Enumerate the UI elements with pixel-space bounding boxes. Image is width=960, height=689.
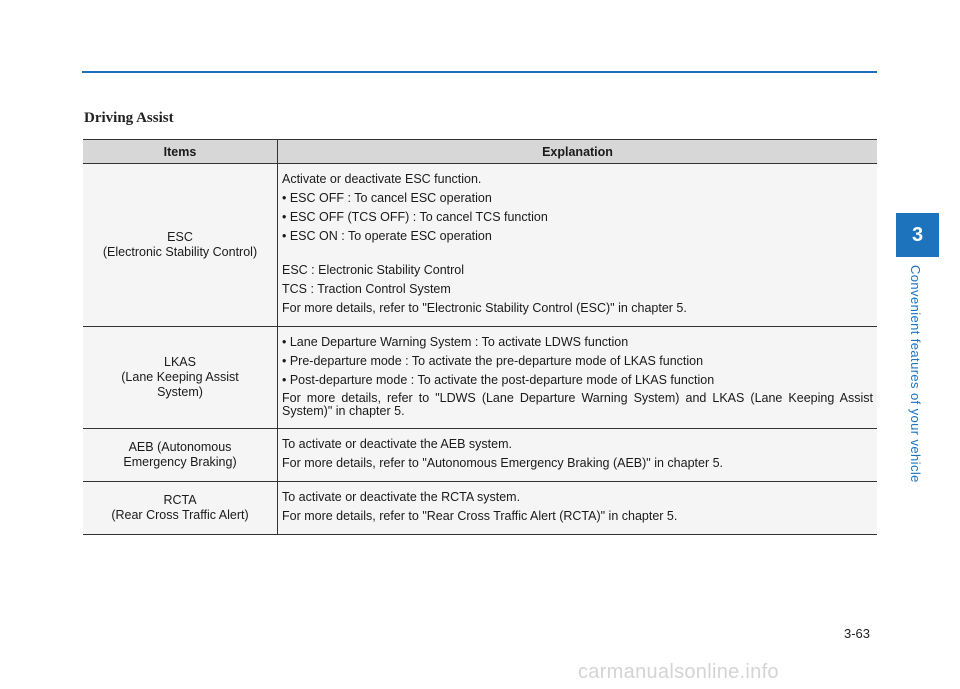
table-header-row bbox=[83, 140, 877, 164]
explanation-line: For more details, refer to "Autonomous Emergency Braking (AEB)" in chapter 5. bbox=[282, 456, 724, 470]
section-title: Driving Assist bbox=[84, 110, 174, 126]
table-row-lkas bbox=[83, 327, 877, 429]
explanation-bullet: • ESC OFF (TCS OFF) : To cancel TCS function bbox=[282, 210, 548, 224]
table-row-rcta bbox=[83, 482, 877, 535]
table-row-esc bbox=[83, 164, 877, 327]
page-number: 3-63 bbox=[844, 626, 871, 641]
explanation-cell-lkas bbox=[278, 327, 878, 429]
chapter-label: Convenient features of your vehicle bbox=[908, 265, 923, 483]
item-cell-esc: ESC (Electronic Stability Control) bbox=[83, 164, 278, 327]
item-cell-rcta: RCTA (Rear Cross Traffic Alert) bbox=[83, 482, 278, 535]
explanation-line: To activate or deactivate the AEB system. bbox=[282, 437, 512, 451]
explanation-cell-rcta bbox=[278, 482, 878, 535]
explanation-bullet: • ESC ON : To operate ESC operation bbox=[282, 229, 492, 243]
explanation-bullet: • Post-departure mode : To activate the post-departure mode of LKAS function bbox=[282, 373, 715, 387]
item-cell-lkas: LKAS (Lane Keeping Assist System) bbox=[83, 327, 278, 429]
explanation-bullet: • Pre-departure mode : To activate the pre-departure mode of LKAS function bbox=[282, 354, 704, 368]
chapter-tab: 3 bbox=[896, 213, 939, 257]
explanation-line: For more details, refer to "Rear Cross Traffic Alert (RCTA)" in chapter 5. bbox=[282, 509, 678, 523]
header-explanation: Explanation bbox=[278, 140, 878, 164]
explanation-line: ESC : Electronic Stability Control bbox=[282, 263, 465, 277]
explanation-bullet: • ESC OFF : To cancel ESC operation bbox=[282, 191, 492, 205]
explanation-cell-esc bbox=[278, 164, 878, 327]
explanation-line: Activate or deactivate ESC function. bbox=[282, 172, 482, 186]
explanation-line: TCS : Traction Control System bbox=[282, 282, 451, 296]
top-rule bbox=[82, 71, 877, 73]
header-items: Items bbox=[83, 140, 278, 164]
table-row-aeb bbox=[83, 429, 877, 482]
explanation-line: For more details, refer to "Electronic Stability Control (ESC)" in chapter 5. bbox=[282, 301, 687, 315]
explanation-line: To activate or deactivate the RCTA system. bbox=[282, 490, 521, 504]
item-cell-aeb: AEB (Autonomous Emergency Braking) bbox=[83, 429, 278, 482]
driving-assist-table bbox=[83, 139, 877, 535]
explanation-cell-aeb bbox=[278, 429, 878, 482]
explanation-line: For more details, refer to "LDWS (Lane Departure Warning System) and LKAS (Lane Keeping Assist System)" in chapter 5. bbox=[282, 391, 873, 418]
watermark-text: carmanualsonline.info bbox=[578, 661, 779, 683]
explanation-bullet: • Lane Departure Warning System : To activate LDWS function bbox=[282, 335, 629, 349]
